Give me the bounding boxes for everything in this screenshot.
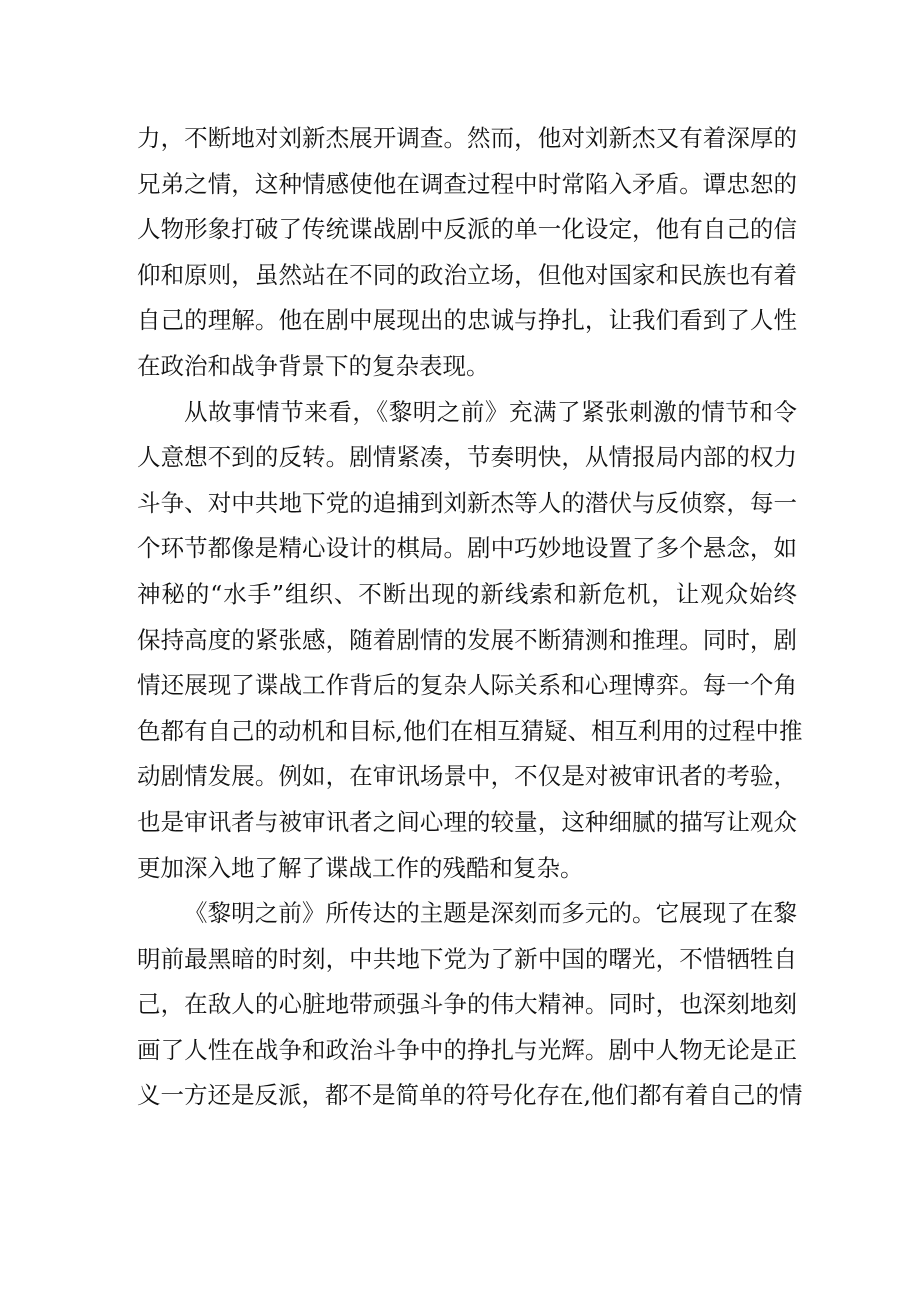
text-line: 色都有自己的动机和目标,他们在相互猜疑、相互利用的过程中推 <box>137 716 803 745</box>
text-line: 画了人性在战争和政治斗争中的挣扎与光辉。剧中人物无论是正 <box>137 1035 797 1064</box>
text-line: 兄弟之情，这种情感使他在调查过程中时常陷入矛盾。谭忠恕的 <box>137 169 797 198</box>
text-line: 己，在敌人的心脏地带顽强斗争的伟大精神。同时，也深刻地刻 <box>137 990 797 1019</box>
text-line: 在政治和战争背景下的复杂表现。 <box>137 351 490 380</box>
text-line: 明前最黑暗的时刻，中共地下党为了新中国的曙光，不惜牺牲自 <box>137 944 797 973</box>
text-line: 更加深入地了解了谍战工作的残酷和复杂。 <box>137 853 584 882</box>
text-line: 也是审讯者与被审讯者之间心理的较量，这种细腻的描写让观众 <box>137 807 797 836</box>
text-line: 从故事情节来看，《黎明之前》充满了紧张刺激的情节和令 <box>184 397 797 426</box>
text-line: 动剧情发展。例如，在审讯场景中，不仅是对被审讯者的考验， <box>137 762 797 791</box>
paragraph-2 <box>137 390 803 892</box>
text-line: 力，不断地对刘新杰展开调查。然而，他对刘新杰又有着深厚的 <box>137 124 797 152</box>
text-line: 人物形象打破了传统谍战剧中反派的单一化设定，他有自己的信 <box>137 215 797 244</box>
paragraph-1 <box>137 116 797 390</box>
text-line: 《黎明之前》所传达的主题是深刻而多元的。它展现了在黎 <box>184 899 797 928</box>
paragraph-3 <box>137 891 803 1119</box>
text-line: 情还展现了谍战工作背后的复杂人际关系和心理博弈。每一个角 <box>137 671 797 700</box>
text-line: 仰和原则，虽然站在不同的政治立场，但他对国家和民族也有着 <box>137 260 797 289</box>
text-line: 神秘的“水手”组织、不断出现的新线索和新危机，让观众始终 <box>137 579 797 608</box>
text-line: 人意想不到的反转。剧情紧凑，节奏明快，从情报局内部的权力 <box>137 443 797 472</box>
text-line: 斗争、对中共地下党的追捕到刘新杰等人的潜伏与反侦察，每一 <box>137 488 797 517</box>
text-line: 个环节都像是精心设计的棋局。剧中巧妙地设置了多个悬念，如 <box>137 534 797 563</box>
text-line: 保持高度的紧张感，随着剧情的发展不断猜测和推理。同时，剧 <box>137 625 797 654</box>
text-line: 义一方还是反派，都不是简单的符号化存在,他们都有着自己的情 <box>137 1081 803 1110</box>
text-line: 自己的理解。他在剧中展现出的忠诚与挣扎，让我们看到了人性 <box>137 306 797 335</box>
body-text <box>137 116 803 1119</box>
